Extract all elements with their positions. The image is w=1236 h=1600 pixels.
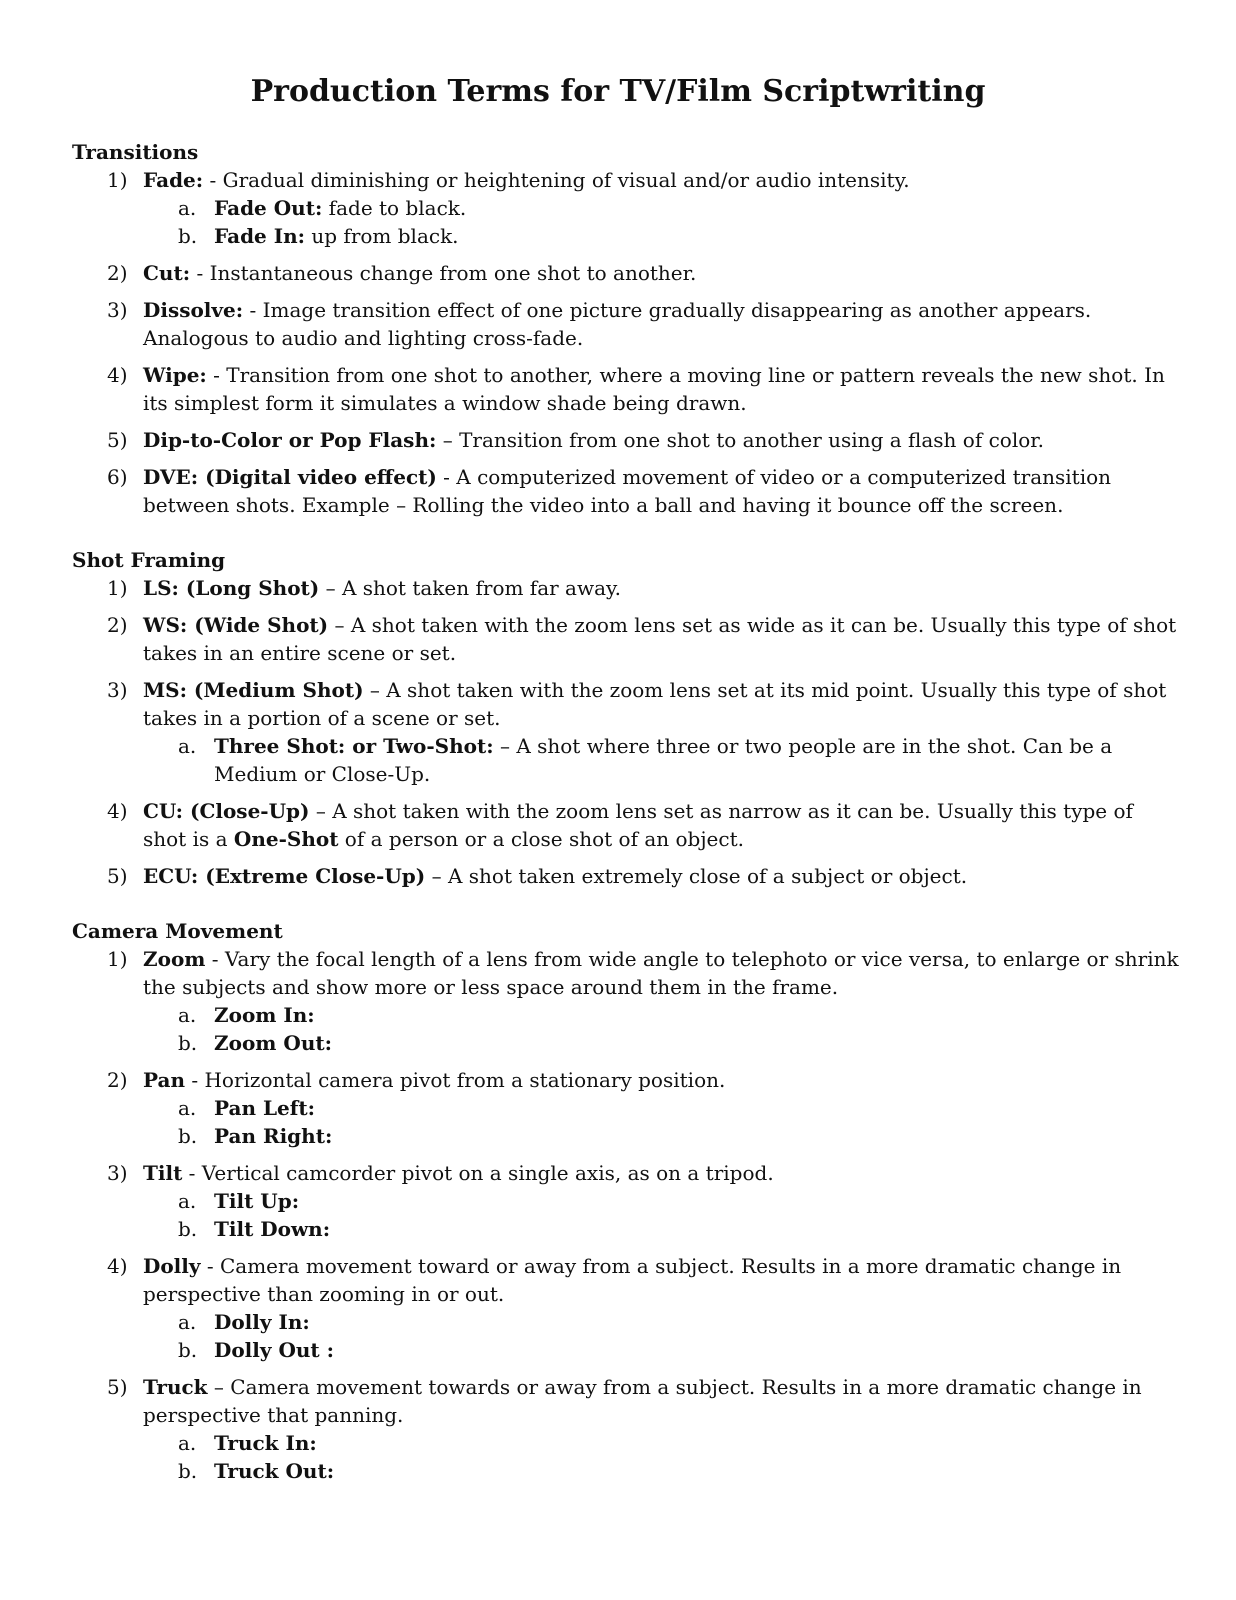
sub-term-description: – A shot where three or two people are in the shot. Can be a Medium or Close-Up.: [214, 734, 1113, 786]
term-description: – Transition from one shot to another using a flash of color.: [436, 428, 1044, 452]
list-item: [72, 862, 1182, 890]
list-number: 3): [107, 298, 128, 322]
term-description: – Camera movement towards or away from a subject. Results in a more dramatic change in perspective that panning.: [143, 1375, 1142, 1427]
term-label: Fade:: [143, 168, 204, 192]
sub-term-description: up from black.: [305, 224, 459, 248]
list-number: 1): [107, 947, 128, 971]
sub-list-letter: a.: [178, 734, 197, 758]
term-label: Wipe:: [143, 363, 207, 387]
list-item: [72, 463, 1182, 519]
sub-term-label: Three Shot: or Two-Shot:: [214, 734, 494, 758]
section-heading: Shot Framing: [72, 548, 226, 572]
term-label: DVE: (Digital video effect): [143, 465, 437, 489]
sub-term-label: Zoom In:: [214, 1003, 315, 1027]
sub-list-letter: a.: [178, 1189, 197, 1213]
list-item: [72, 259, 1182, 287]
term-description-continued: of a person or a close shot of an object.: [338, 827, 744, 851]
sub-list-letter: b.: [178, 1124, 198, 1148]
sub-list-item: [72, 1336, 1182, 1364]
term-description: – A shot taken from far away.: [319, 576, 622, 600]
sub-list: [143, 1308, 1182, 1364]
list-number: 4): [107, 1254, 128, 1278]
term-description: – A shot taken with the zoom lens set as narrow as it can be. Usually this type of shot is a: [143, 799, 1133, 851]
sub-list-item: [72, 222, 1182, 250]
term-description: - A computerized movement of video or a computerized transition between shots. Example – Rolling the video into a ball and having it bounce off the screen.: [143, 465, 1112, 517]
list-number: 1): [107, 168, 128, 192]
sub-list-item: [72, 1308, 1182, 1336]
term-label: LS: (Long Shot): [143, 576, 320, 600]
list-number: 3): [107, 1161, 128, 1185]
list-item: [72, 166, 1182, 250]
sub-list-letter: a.: [178, 1310, 197, 1334]
list-number: 4): [107, 799, 128, 823]
sub-list-item: [72, 1094, 1182, 1122]
list-item: [72, 1066, 1182, 1150]
term-label: WS: (Wide Shot): [143, 613, 329, 637]
list-item: [72, 574, 1182, 602]
sub-term-label: Fade Out:: [214, 196, 323, 220]
numbered-list: [72, 574, 1182, 890]
page-title: Production Terms for TV/Film Scriptwriting: [250, 74, 986, 109]
term-label: Dissolve:: [143, 298, 244, 322]
list-item: [72, 676, 1182, 788]
sub-list-letter: b.: [178, 224, 198, 248]
section-transitions: [72, 138, 1182, 519]
term-description: - Horizontal camera pivot from a stationary position.: [185, 1068, 726, 1092]
sub-term-label: Dolly Out :: [214, 1338, 335, 1362]
numbered-list: [72, 166, 1182, 519]
term-label: Truck: [143, 1375, 208, 1399]
term-description: - Transition from one shot to another, where a moving line or pattern reveals the new shot. In its simplest form it simulates a window shade being drawn.: [143, 363, 1165, 415]
list-number: 2): [107, 613, 128, 637]
list-item: [72, 1373, 1182, 1485]
term-description: - Instantaneous change from one shot to another.: [190, 261, 697, 285]
sub-list-letter: b.: [178, 1031, 198, 1055]
term-label: Tilt: [143, 1161, 183, 1185]
numbered-list: [72, 945, 1182, 1485]
term-description: – A shot taken extremely close of a subject or object.: [425, 864, 968, 888]
sub-list-letter: a.: [178, 196, 197, 220]
section-heading: Transitions: [72, 140, 199, 164]
list-item: [72, 361, 1182, 417]
sub-list-item: [72, 1215, 1182, 1243]
term-description: – A shot taken with the zoom lens set at its mid point. Usually this type of shot takes in a portion of a scene or set.: [143, 678, 1167, 730]
list-item: [72, 945, 1182, 1057]
sub-list-letter: a.: [178, 1003, 197, 1027]
list-number: 3): [107, 678, 128, 702]
sub-list-letter: b.: [178, 1338, 198, 1362]
sub-list-letter: b.: [178, 1459, 198, 1483]
term-description: - Gradual diminishing or heightening of visual and/or audio intensity.: [203, 168, 910, 192]
list-number: 2): [107, 1068, 128, 1092]
sub-list-item: [72, 1429, 1182, 1457]
sub-term-label: Truck In:: [214, 1431, 317, 1455]
sub-list-item: [72, 1457, 1182, 1485]
sub-term-label: Dolly In:: [214, 1310, 310, 1334]
term-description: - Image transition effect of one picture gradually disappearing as another appears. Analogous to audio and lighting cross-fade.: [143, 298, 1092, 350]
list-item: [72, 1159, 1182, 1243]
sub-list-letter: a.: [178, 1096, 197, 1120]
sub-term-label: Fade In:: [214, 224, 306, 248]
sub-list: [143, 1094, 1182, 1150]
sub-term-label: Pan Left:: [214, 1096, 315, 1120]
term-description: - Camera movement toward or away from a subject. Results in a more dramatic change in perspective than zooming in or out.: [143, 1254, 1122, 1306]
sub-term-label: Zoom Out:: [214, 1031, 332, 1055]
sub-list-item: [72, 1122, 1182, 1150]
list-number: 5): [107, 428, 128, 452]
sub-term-label: Tilt Down:: [214, 1217, 331, 1241]
sub-list: [143, 1429, 1182, 1485]
list-item: [72, 1252, 1182, 1364]
sub-list-item: [72, 1029, 1182, 1057]
list-number: 4): [107, 363, 128, 387]
list-number: 2): [107, 261, 128, 285]
term-label-inline: One-Shot: [233, 827, 339, 851]
term-label: MS: (Medium Shot): [143, 678, 364, 702]
list-number: 5): [107, 864, 128, 888]
list-number: 1): [107, 576, 128, 600]
sub-list: [143, 1001, 1182, 1057]
sub-list-item: [72, 1187, 1182, 1215]
term-label: CU: (Close-Up): [143, 799, 310, 823]
sub-list-item: [72, 732, 1182, 788]
sub-list: [143, 732, 1182, 788]
sub-term-label: Tilt Up:: [214, 1189, 300, 1213]
sub-list-letter: b.: [178, 1217, 198, 1241]
list-item: [72, 611, 1182, 667]
list-number: 6): [107, 465, 128, 489]
sub-list-letter: a.: [178, 1431, 197, 1455]
list-item: [72, 797, 1182, 853]
list-number: 5): [107, 1375, 128, 1399]
term-label: Dolly: [143, 1254, 201, 1278]
sub-list-item: [72, 194, 1182, 222]
sub-term-description: fade to black.: [322, 196, 467, 220]
list-item: [72, 426, 1182, 454]
sub-list-item: [72, 1001, 1182, 1029]
term-description: – A shot taken with the zoom lens set as wide as it can be. Usually this type of shot takes in an entire scene or set.: [143, 613, 1177, 665]
section-camera-movement: [72, 917, 1182, 1485]
term-label: Cut:: [143, 261, 191, 285]
sub-term-label: Pan Right:: [214, 1124, 333, 1148]
sub-term-label: Truck Out:: [214, 1459, 335, 1483]
sub-list: [143, 194, 1182, 250]
term-label: Zoom: [143, 947, 206, 971]
section-heading: Camera Movement: [72, 919, 283, 943]
list-item: [72, 296, 1182, 352]
term-description: - Vary the focal length of a lens from wide angle to telephoto or vice versa, to enlarge or shrink the subjects and show more or less space around them in the frame.: [143, 947, 1179, 999]
term-label: Dip-to-Color or Pop Flash:: [143, 428, 437, 452]
term-description: - Vertical camcorder pivot on a single axis, as on a tripod.: [182, 1161, 774, 1185]
section-shot-framing: [72, 546, 1182, 890]
term-label: Pan: [143, 1068, 186, 1092]
term-label: ECU: (Extreme Close-Up): [143, 864, 426, 888]
sub-list: [143, 1187, 1182, 1243]
